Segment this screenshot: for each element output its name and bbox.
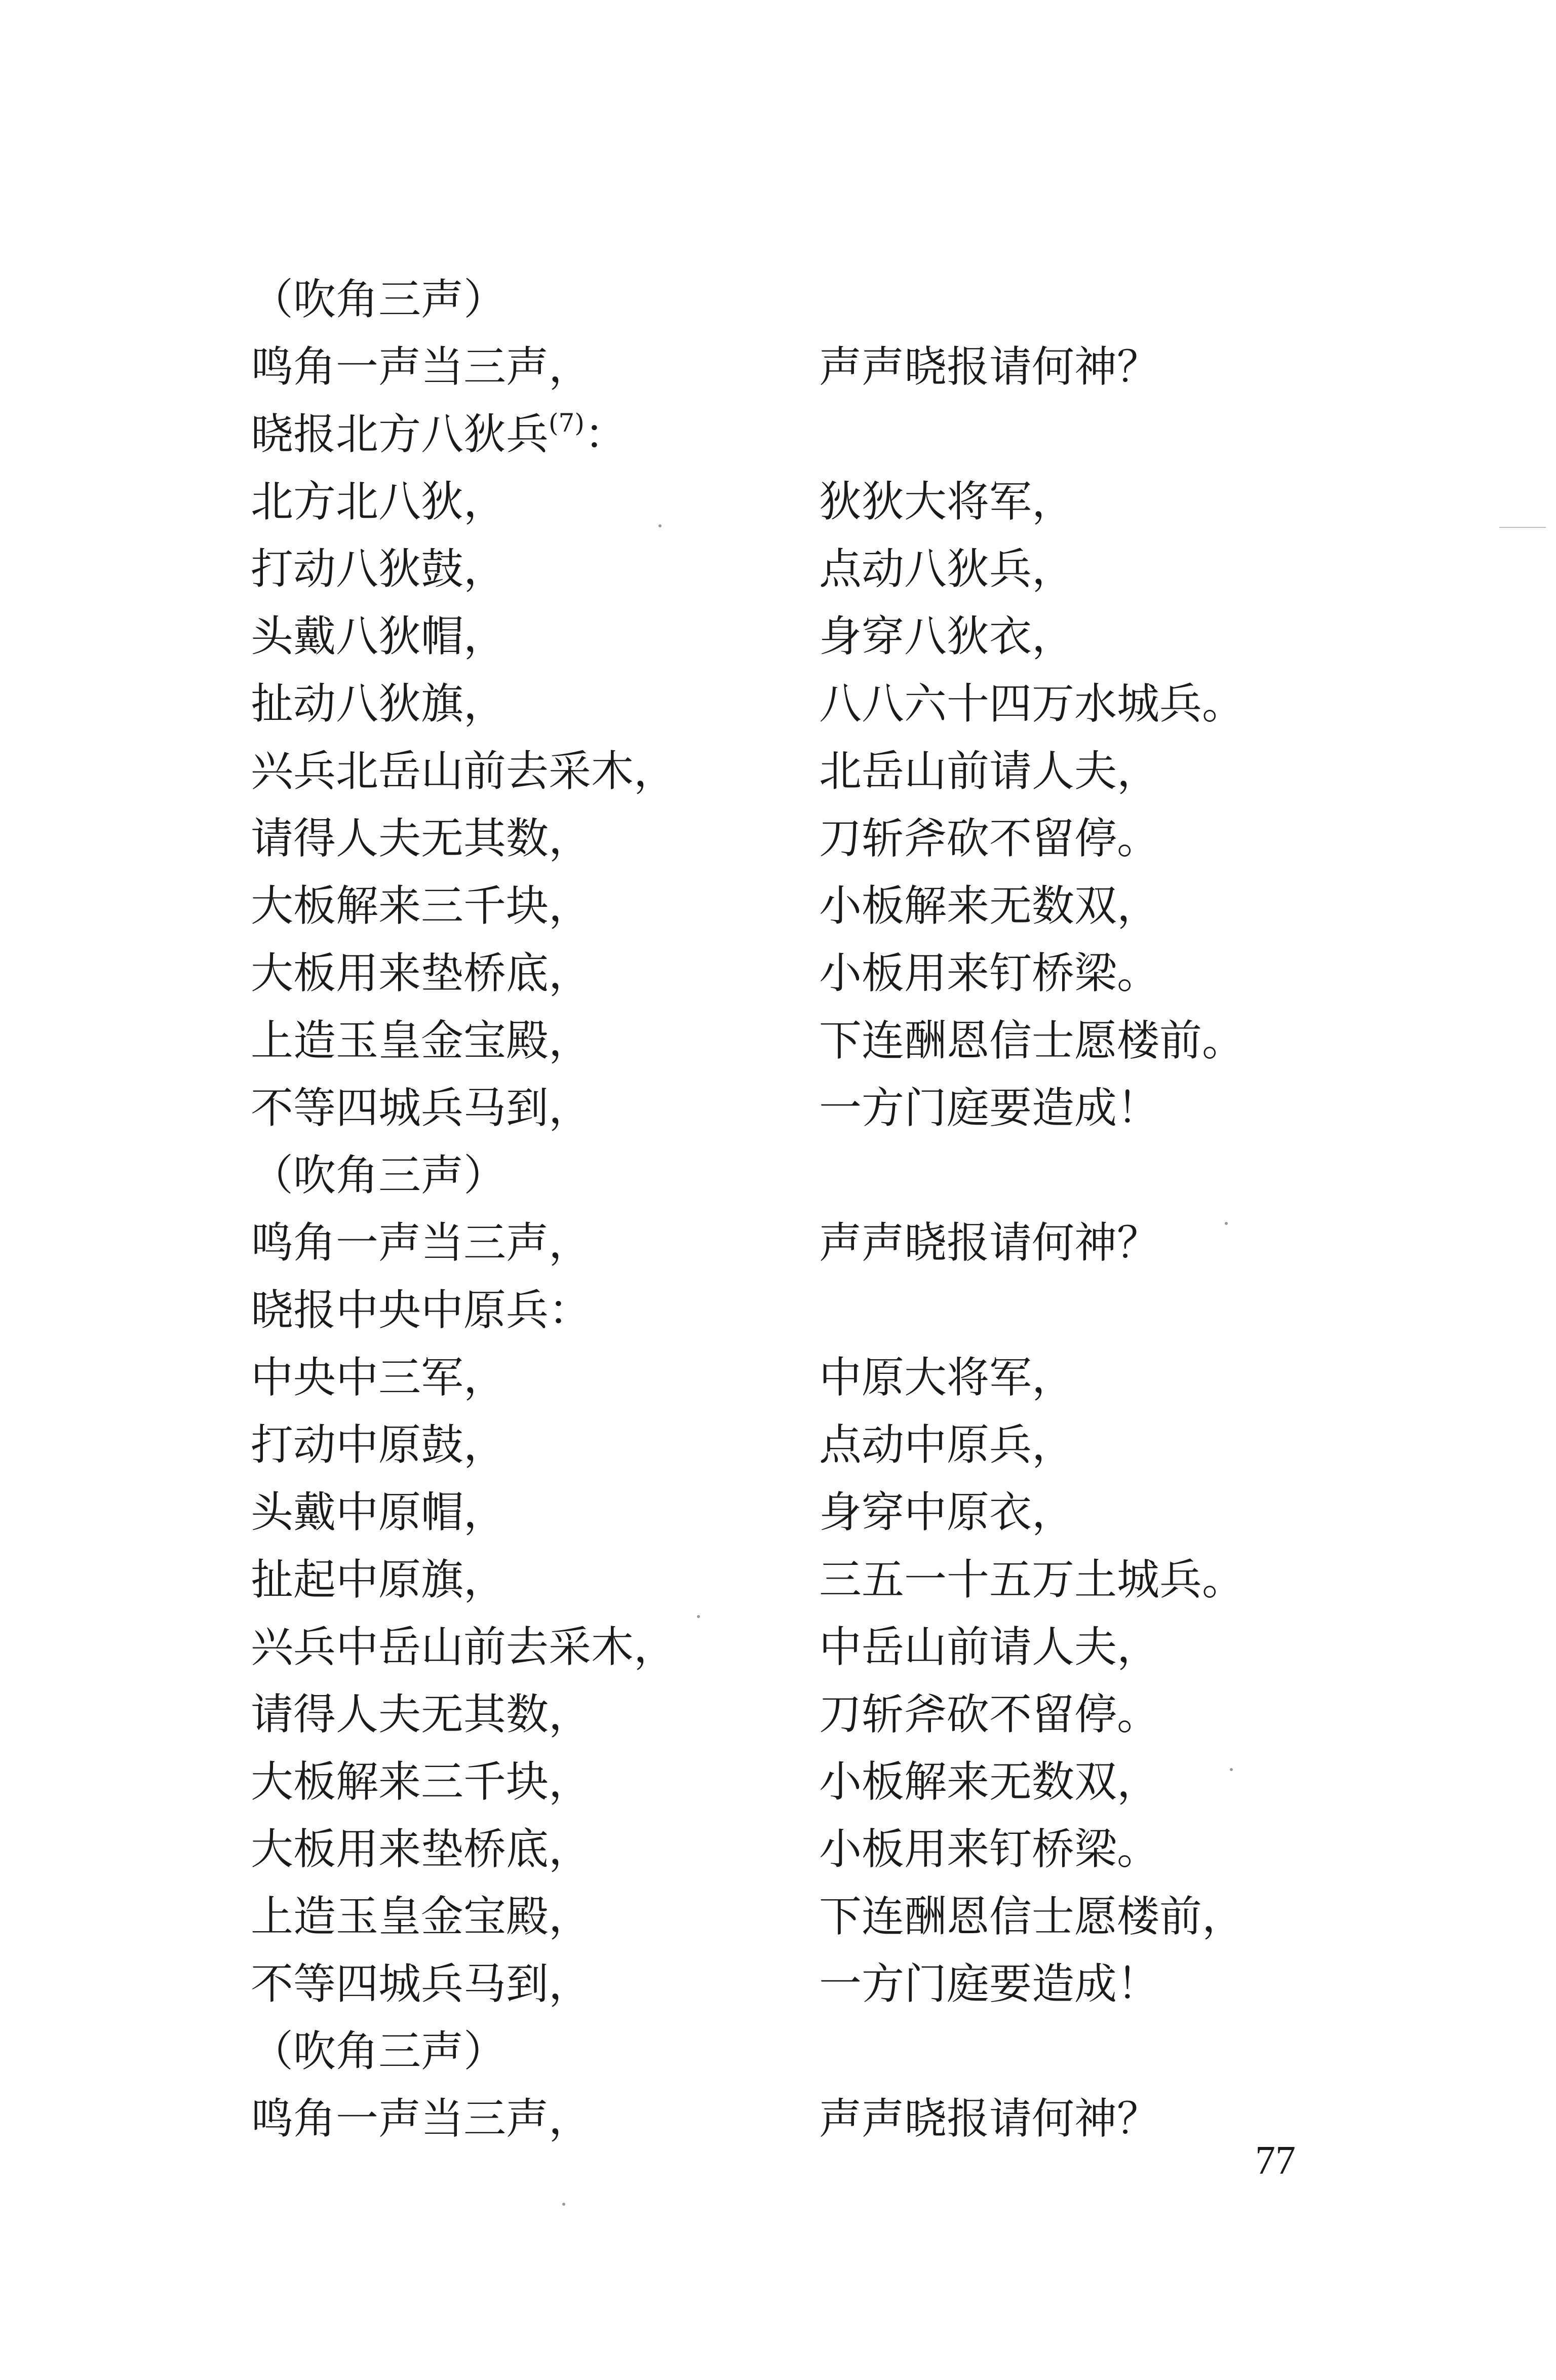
verse-right: 狄狄大将军，	[819, 477, 1075, 526]
verse-right: 北岳山前请人夫，	[819, 746, 1160, 796]
verse-block	[251, 266, 1314, 2153]
verse-right: 刀斩斧砍不留停。	[819, 814, 1160, 863]
verse-right: 中原大将军，	[819, 1353, 1075, 1402]
verse-right: 中岳山前请人夫，	[819, 1622, 1160, 1672]
verse-line	[251, 1816, 1314, 1883]
scan-speck	[658, 524, 662, 527]
footnote-marker: (7)	[549, 408, 585, 438]
verse-left: 头戴八狄帽，	[251, 611, 507, 661]
verse-left: 扯起中原旗，	[251, 1555, 507, 1604]
verse-left: 晓报中央中原兵：	[251, 1285, 592, 1335]
verse-line	[251, 1883, 1314, 1950]
verse-left: 鸣角一声当三声，	[251, 342, 592, 392]
verse-left: 打动中原鼓，	[251, 1420, 507, 1470]
verse-right: 三五一十五万土城兵。	[819, 1555, 1245, 1604]
scan-speck	[562, 2203, 565, 2206]
verse-line	[251, 670, 1314, 738]
verse-right: 下连酬恩信士愿楼前，	[819, 1892, 1245, 1941]
verse-left: （吹角三声）	[251, 275, 507, 324]
verse-left-text: 晓报北方八狄兵	[251, 409, 549, 459]
verse-left-with-footnote	[251, 401, 627, 468]
page-number: 77	[1255, 2138, 1296, 2183]
verse-left: 大板解来三千块，	[251, 1757, 592, 1807]
verse-right: 点动八狄兵，	[819, 544, 1075, 594]
verse-line	[251, 468, 1314, 535]
scan-speck	[1225, 1222, 1228, 1225]
verse-left: 不等四城兵马到，	[251, 1959, 592, 2009]
verse-line	[251, 1411, 1314, 1479]
verse-line	[251, 333, 1314, 401]
verse-right: 身穿八狄衣，	[819, 611, 1075, 661]
verse-line	[251, 401, 1314, 468]
verse-line	[251, 738, 1314, 805]
verse-line	[251, 1614, 1314, 1681]
verse-line	[251, 1681, 1314, 1748]
verse-left: 大板用来垫桥底，	[251, 1824, 592, 1874]
verse-line	[251, 2085, 1314, 2153]
verse-line	[251, 1546, 1314, 1614]
verse-line	[251, 1007, 1314, 1074]
verse-line	[251, 1142, 1314, 1209]
verse-right: 小板用来钉桥梁。	[819, 948, 1160, 998]
verse-line	[251, 1209, 1314, 1277]
verse-right: 一方门庭要造成！	[819, 1959, 1160, 2009]
verse-left: 鸣角一声当三声，	[251, 2094, 592, 2143]
verse-right: 一方门庭要造成！	[819, 1083, 1160, 1133]
verse-left: 大板用来垫桥底，	[251, 948, 592, 998]
verse-line	[251, 1748, 1314, 1816]
verse-line	[251, 805, 1314, 872]
verse-left: 中央中三军，	[251, 1353, 507, 1402]
verse-left: 兴兵北岳山前去采木，	[251, 746, 677, 796]
verse-line	[251, 872, 1314, 940]
verse-right: 声声晓报请何神？	[819, 2094, 1160, 2143]
verse-left-suffix: ：	[584, 409, 627, 459]
scan-speck	[697, 1615, 700, 1618]
verse-left: 打动八狄鼓，	[251, 544, 507, 594]
verse-right: 小板用来钉桥梁。	[819, 1824, 1160, 1874]
verse-line	[251, 535, 1314, 603]
verse-line	[251, 2018, 1314, 2085]
verse-line	[251, 940, 1314, 1007]
verse-line	[251, 1479, 1314, 1546]
verse-left: 上造玉皇金宝殿，	[251, 1016, 592, 1065]
verse-line	[251, 1344, 1314, 1411]
verse-line	[251, 1277, 1314, 1344]
verse-right: 下连酬恩信士愿楼前。	[819, 1016, 1245, 1065]
verse-left: 不等四城兵马到，	[251, 1083, 592, 1133]
verse-left: 兴兵中岳山前去采木，	[251, 1622, 677, 1672]
verse-right: 八八六十四万水城兵。	[819, 679, 1245, 728]
verse-line	[251, 266, 1314, 333]
verse-right: 刀斩斧砍不留停。	[819, 1690, 1160, 1739]
verse-line	[251, 603, 1314, 670]
verse-right: 点动中原兵，	[819, 1420, 1075, 1470]
scan-speck	[1230, 1768, 1233, 1771]
verse-left: 扯动八狄旗，	[251, 679, 507, 728]
verse-right: 身穿中原衣，	[819, 1487, 1075, 1537]
verse-left: 头戴中原帽，	[251, 1487, 507, 1537]
verse-right: 声声晓报请何神？	[819, 1218, 1160, 1268]
verse-right: 小板解来无数双，	[819, 1757, 1160, 1807]
verse-left: （吹角三声）	[251, 1150, 507, 1200]
scan-edge-mark	[1499, 527, 1546, 528]
verse-left: 请得人夫无其数，	[251, 1690, 592, 1739]
verse-right: 声声晓报请何神？	[819, 342, 1160, 392]
verse-left: 请得人夫无其数，	[251, 814, 592, 863]
verse-line	[251, 1950, 1314, 2018]
verse-left: 大板解来三千块，	[251, 881, 592, 931]
verse-left: （吹角三声）	[251, 2026, 507, 2076]
verse-left: 北方北八狄，	[251, 477, 507, 526]
verse-left: 鸣角一声当三声，	[251, 1218, 592, 1268]
verse-right: 小板解来无数双，	[819, 881, 1160, 931]
verse-left: 上造玉皇金宝殿，	[251, 1892, 592, 1941]
verse-line	[251, 1074, 1314, 1142]
